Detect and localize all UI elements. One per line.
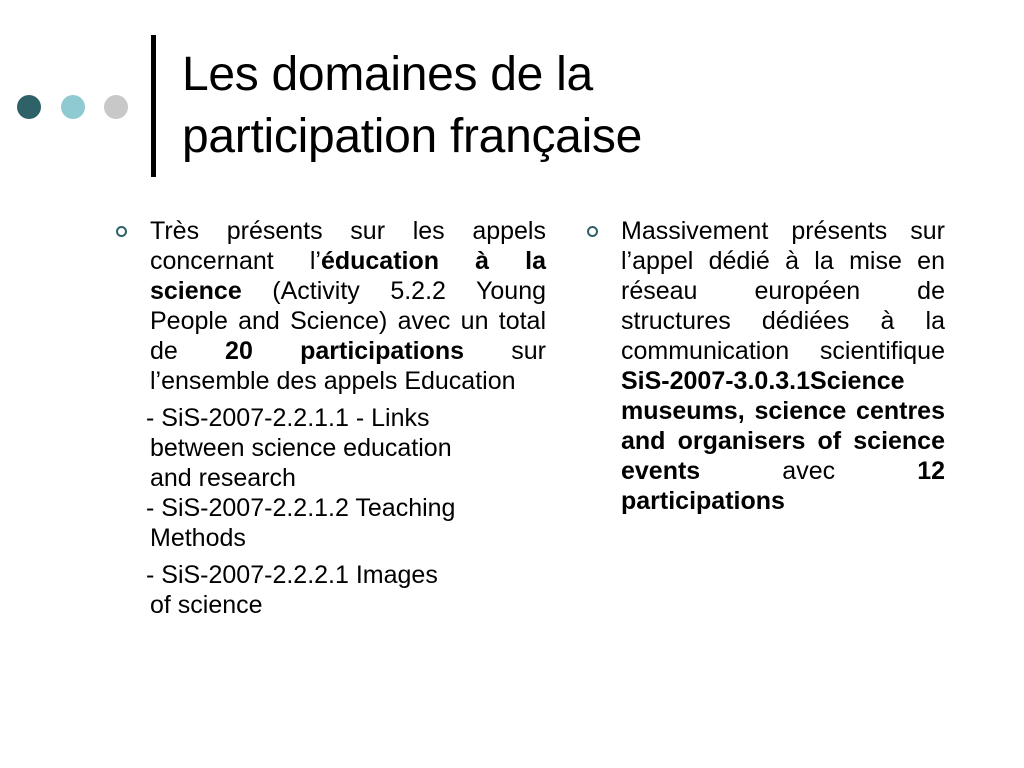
sub-item-images [146,560,546,620]
sub-item-links-line-3: and research [150,464,296,492]
sub-item-links-line-1: - SiS-2007-2.2.1.1 - Links [146,404,430,432]
slide-title-line-2: participation française [182,110,643,163]
right-column [621,216,945,516]
slide-title [182,44,1002,168]
bullet-ring-icon [116,226,127,237]
left-text-2: (Activity 5.2.2 Young People and Science) avec un total de [150,277,546,365]
decorative-dot-light [61,95,85,119]
sub-item-images-line-2: of science [150,591,263,619]
right-bold-2: 12 participations [621,457,945,515]
right-text-1: Massivement présents sur l’appel dédié à la mise en réseau européen de structures dédiées à la communication scientifique [621,217,945,365]
sub-item-teaching-line-1: - SiS-2007-2.2.1.2 Teaching [146,494,456,522]
right-text-2: avec [700,457,918,485]
slide-title-line-1: Les domaines de la [182,48,593,101]
sub-item-teaching-line-2: Methods [150,524,246,552]
decorative-dot-dark [17,95,41,119]
left-column [146,216,547,620]
right-paragraph [621,216,945,516]
sub-item-links [146,403,546,553]
left-bold-1: éducation à la science [150,247,547,305]
sub-item-links-line-2: between science education [150,434,452,462]
sub-item-images-line-1: - SiS-2007-2.2.2.1 Images [146,561,438,589]
decorative-dot-grey [104,95,128,119]
bullet-ring-icon [587,226,598,237]
title-divider [151,35,156,177]
right-bold-1: SiS-2007-3.0.3.1Science museums, science centres and organisers of science events [621,367,945,485]
left-text-3: sur l’ensemble des appels Education [150,337,546,395]
left-bold-2: 20 participations [225,337,465,365]
left-text-1: Très présents sur les appels concernant l’ [150,217,546,275]
left-paragraph [150,216,546,396]
